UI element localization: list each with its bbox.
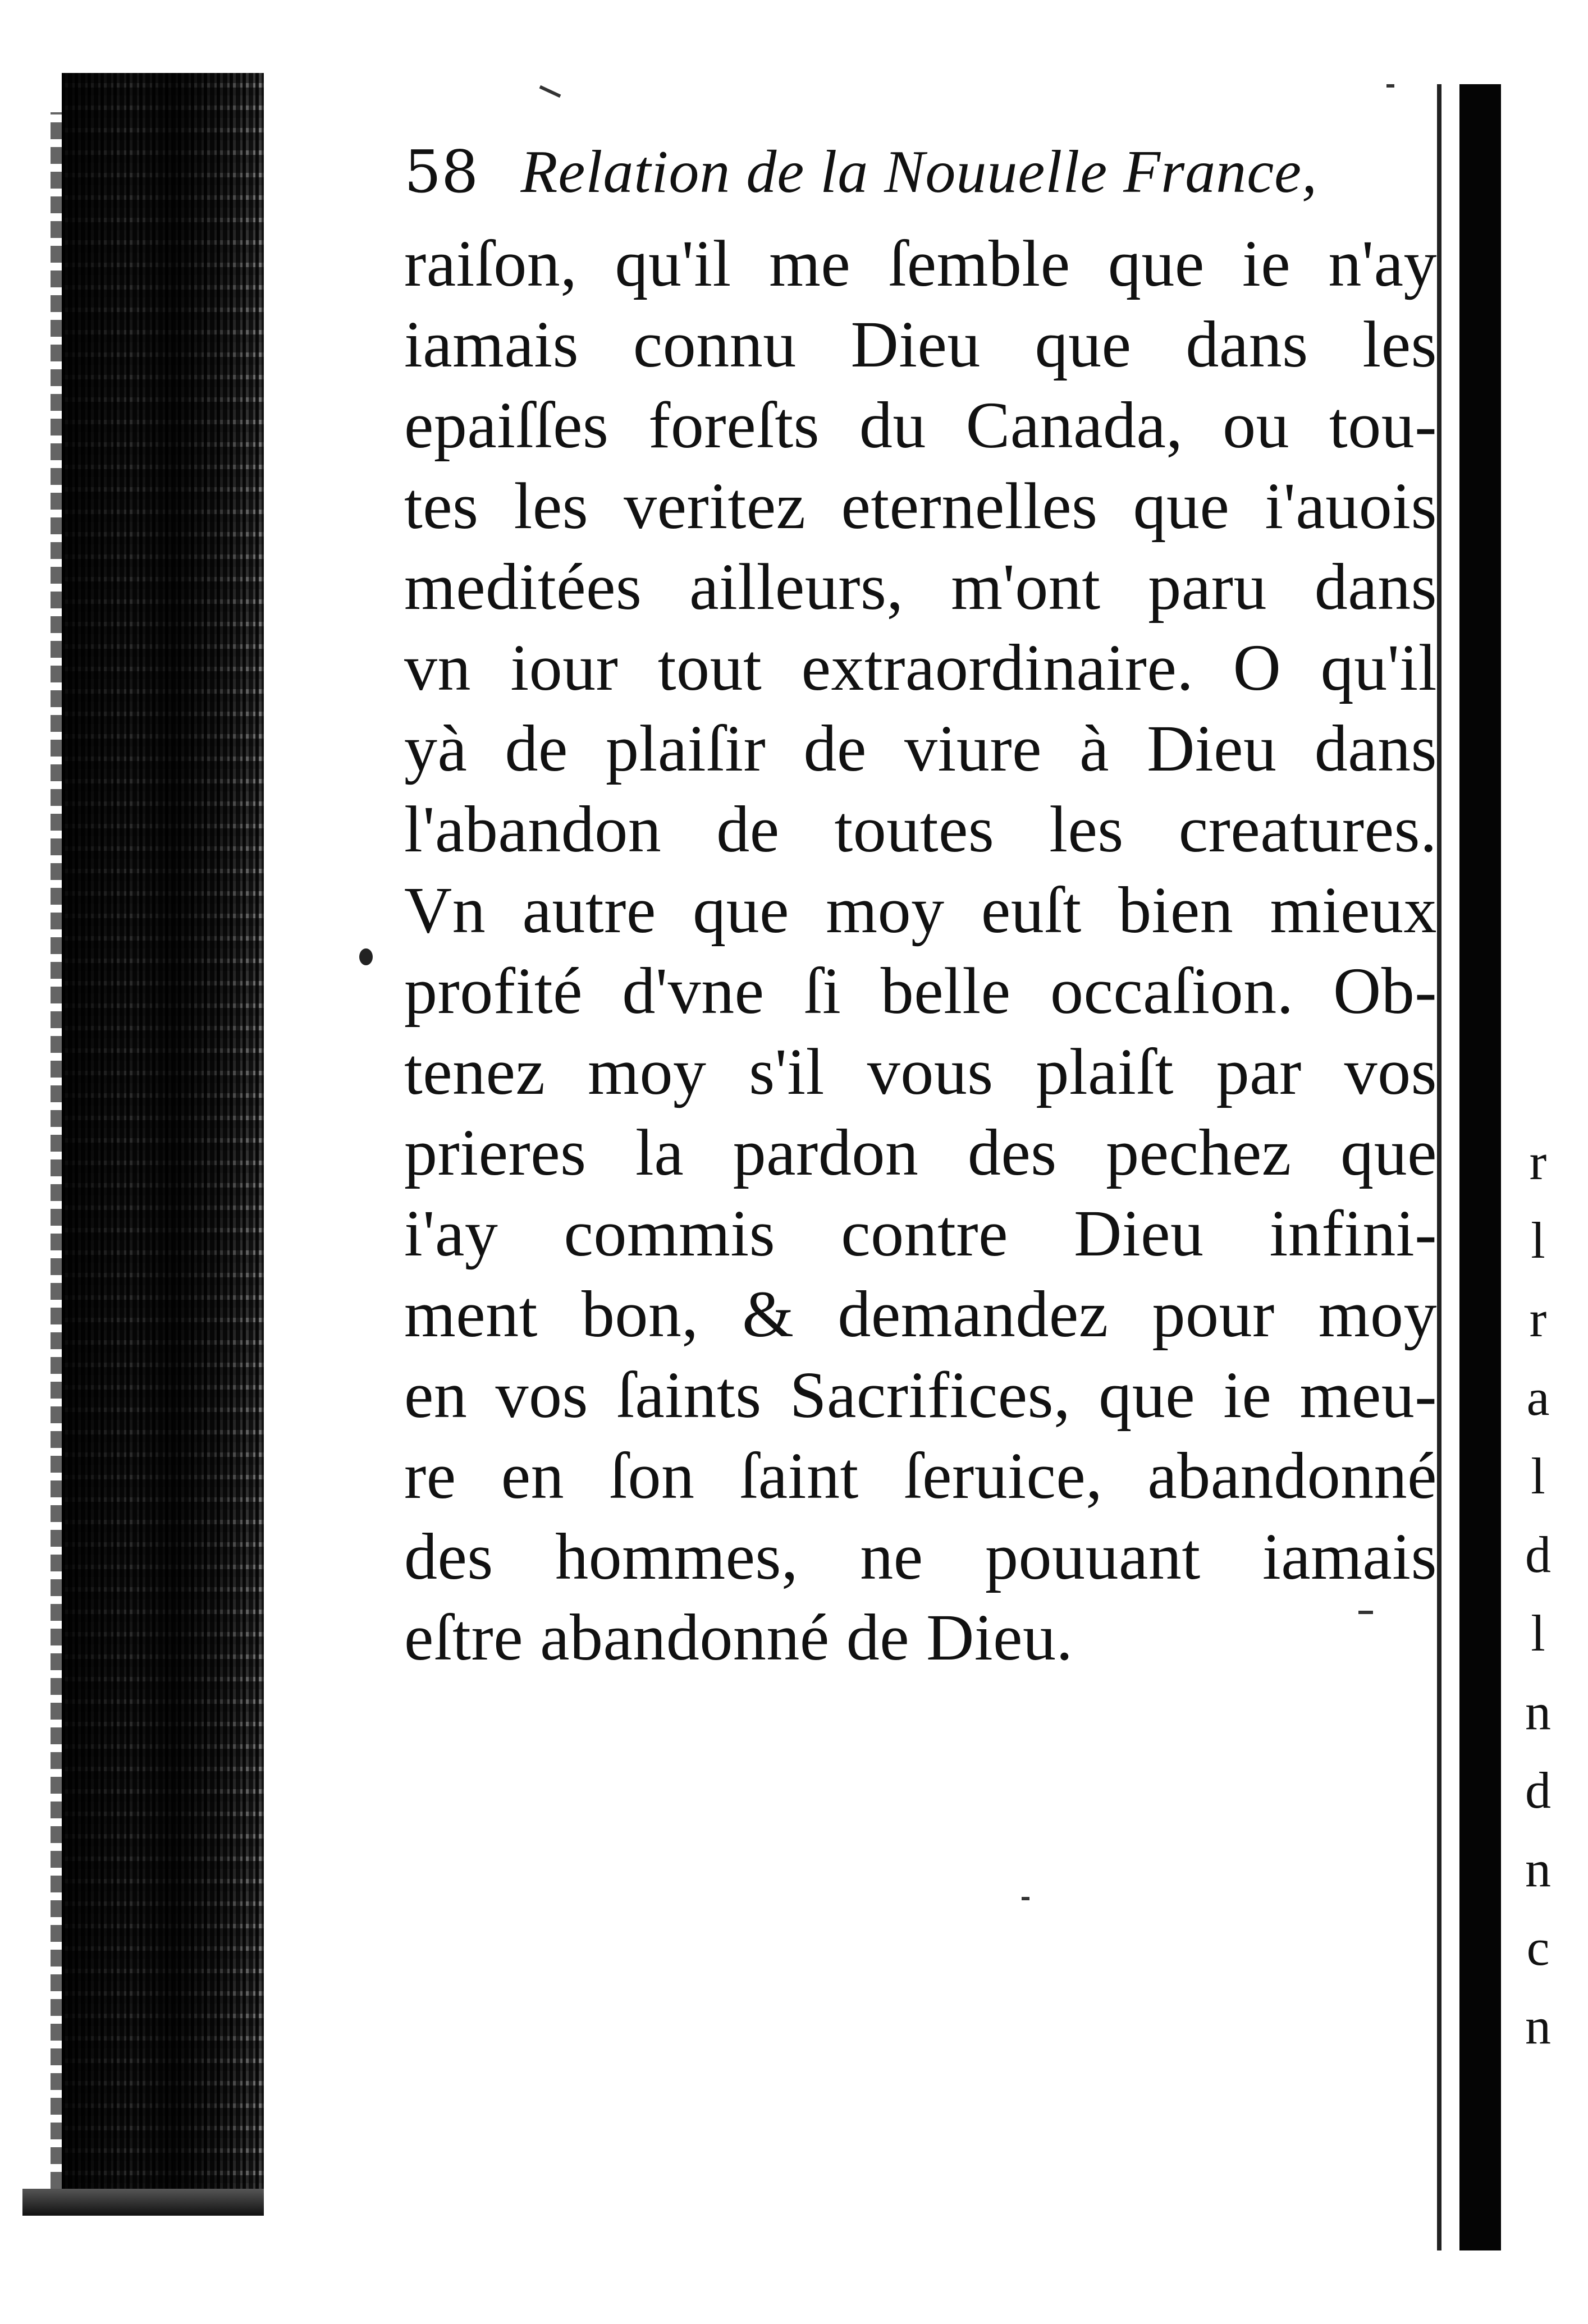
book-binding-gutter — [62, 73, 264, 2206]
margin-letter: n — [1525, 1683, 1551, 1740]
text-line: Vn autre que moy euſt bien mieux — [404, 873, 1437, 947]
text-line: i'ay commis contre Dieu infini- — [404, 1197, 1437, 1270]
scan-mark — [1022, 1897, 1029, 1900]
margin-letter: d — [1525, 1526, 1551, 1583]
text-line: tes les veritez eternelles que i'auois — [404, 469, 1437, 543]
binding-edge — [51, 112, 63, 2189]
margin-letter: a — [1526, 1369, 1550, 1426]
facing-page-margin-letters — [1516, 1122, 1583, 2065]
text-line: ment bon, & demandez pour moy — [404, 1277, 1437, 1351]
text-line: yà de plaiſir de viure à Dieu dans — [404, 712, 1437, 785]
margin-letter: d — [1525, 1762, 1551, 1819]
text-line: des hommes, ne pouuant iamais — [404, 1520, 1437, 1593]
text-line: vn iour tout extraordinaire. O qu'il — [404, 631, 1437, 704]
margin-letter: n — [1525, 1840, 1551, 1897]
scan-mark — [539, 85, 561, 98]
page-edge-shadow — [1437, 84, 1441, 2250]
text-line: epaiſſes foreſts du Canada, ou tou- — [404, 388, 1437, 462]
text-line: raiſon, qu'il me ſemble que ie n'ay — [404, 227, 1437, 300]
text-line: iamais connu Dieu que dans les — [404, 308, 1437, 381]
margin-letter: l — [1531, 1212, 1545, 1269]
page-edge-bar — [1459, 84, 1501, 2250]
scan-mark — [1358, 1611, 1373, 1614]
margin-letter: l — [1531, 1605, 1545, 1662]
page-number: 58 — [404, 137, 479, 206]
margin-letter: c — [1526, 1919, 1550, 1976]
text-line: profité d'vne ſi belle occaſion. Ob- — [404, 954, 1437, 1028]
text-line-last: eſtre abandonné de Dieu. — [404, 1601, 1073, 1674]
body-text — [404, 223, 1437, 1678]
text-line: re en ſon ſaint ſeruice, abandonné — [404, 1439, 1437, 1512]
text-line: l'abandon de toutes les creatures. — [404, 792, 1437, 866]
margin-letter: n — [1525, 1997, 1551, 2055]
margin-letter: l — [1531, 1447, 1545, 1505]
scan-mark — [1386, 84, 1394, 88]
running-head — [404, 137, 1471, 222]
margin-letter: r — [1529, 1133, 1547, 1190]
running-title: Relation de la Nouuelle France, — [520, 139, 1318, 205]
text-line: meditées ailleurs, m'ont paru dans — [404, 550, 1437, 624]
text-line: en vos ſaints Sacrifices, que ie meu- — [404, 1358, 1437, 1432]
binding-foot — [22, 2189, 264, 2216]
text-line: prieres la pardon des pechez que — [404, 1116, 1437, 1189]
text-line: tenez moy s'il vous plaiſt par vos — [404, 1035, 1437, 1108]
margin-letter: r — [1529, 1290, 1547, 1347]
scan-speck — [359, 948, 373, 965]
